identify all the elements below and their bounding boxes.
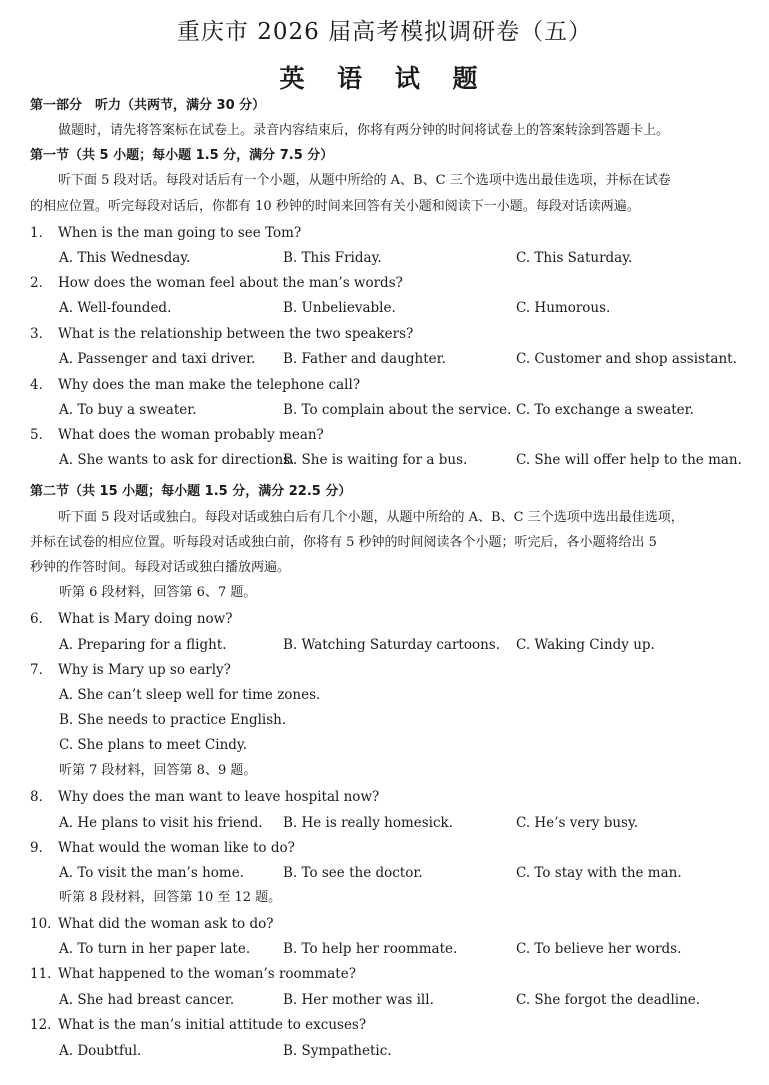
material-6-note: 听第 6 段材料，回答第 6、7 题。 (59, 585, 257, 600)
question-text: What did the woman ask to do? (58, 916, 274, 932)
q4-option-a: A. To buy a sweater. (59, 402, 197, 418)
q12-option-a: A. Doubtful. (59, 1043, 142, 1059)
section1-intro-line2: 的相应位置。听完每段对话后，你都有 10 秒钟的时间来回答有关小题和阅读下一小题。每段对话读两遍。 (30, 199, 640, 214)
section1-intro-line1: 听下面 5 段对话。每段对话后有一个小题，从题中所给的 A、B、C 三个选项中选出最佳选项，并标在试卷 (58, 173, 671, 188)
section2-intro-line2: 并标在试卷的相应位置。听每段对话或独白前，你将有 5 秒钟的时间阅读各个小题；听完后，各小题将给出 5 (30, 535, 657, 550)
question-9 (30, 839, 295, 857)
question-text: What would the woman like to do? (58, 840, 295, 856)
q3-option-c: C. Customer and shop assistant. (516, 351, 737, 367)
q5-option-b: B. She is waiting for a bus. (283, 452, 468, 468)
question-7 (30, 661, 231, 679)
q6-option-a: A. Preparing for a flight. (59, 637, 227, 653)
question-text: What happened to the woman’s roommate? (58, 966, 356, 982)
q11-option-c: C. She forgot the deadline. (516, 992, 701, 1008)
question-number: 11． (30, 966, 61, 982)
question-3 (30, 325, 413, 343)
question-text: What is the relationship between the two speakers? (58, 326, 414, 342)
question-1 (30, 224, 301, 242)
question-5 (30, 426, 324, 444)
question-8 (30, 788, 379, 806)
question-10 (30, 915, 273, 933)
question-text: Why is Mary up so early? (58, 662, 231, 678)
section2-intro-line3: 秒钟的作答时间。每段对话或独白播放两遍。 (30, 560, 291, 575)
q12-option-b: B. Sympathetic. (283, 1043, 392, 1059)
question-text: Why does the man make the telephone call? (58, 377, 361, 393)
exam-subtitle: 英 语 试 题 (279, 64, 490, 93)
q4-option-b: B. To complain about the service. (283, 402, 512, 418)
question-number: 7． (30, 662, 53, 678)
q8-option-a: A. He plans to visit his friend. (59, 815, 263, 831)
question-6 (30, 610, 232, 628)
question-number: 5． (30, 427, 53, 443)
q2-option-b: B. Unbelievable. (283, 300, 396, 316)
q1-option-b: B. This Friday. (283, 250, 382, 266)
material-7-note: 听第 7 段材料，回答第 8、9 题。 (59, 763, 257, 778)
material-8-note: 听第 8 段材料，回答第 10 至 12 题。 (59, 890, 282, 905)
q9-option-a: A. To visit the man’s home. (59, 865, 244, 881)
question-number: 3． (30, 326, 53, 342)
exam-title: 重庆市 2026 届高考模拟调研卷（五） (176, 19, 593, 45)
q9-option-b: B. To see the doctor. (283, 865, 423, 881)
question-number: 8． (30, 789, 53, 805)
q11-option-a: A. She had breast cancer. (59, 992, 235, 1008)
q5-option-a: A. She wants to ask for directions. (59, 452, 295, 468)
section1-heading: 第一节（共 5 小题；每小题 1.5 分，满分 7.5 分） (30, 148, 334, 163)
question-text: How does the woman feel about the man’s words? (58, 275, 403, 291)
q9-option-c: C. To stay with the man. (516, 865, 682, 881)
q3-option-a: A. Passenger and taxi driver. (59, 351, 256, 367)
part1-intro: 做题时，请先将答案标在试卷上。录音内容结束后，你将有两分钟的时间将试卷上的答案转涂到答题卡上。 (58, 123, 670, 138)
q8-option-c: C. He’s very busy. (516, 815, 639, 831)
q4-option-c: C. To exchange a sweater. (516, 402, 694, 418)
section2-heading: 第二节（共 15 小题；每小题 1.5 分，满分 22.5 分） (30, 484, 352, 499)
q10-option-a: A. To turn in her paper late. (59, 941, 251, 957)
question-number: 4． (30, 377, 53, 393)
q1-option-a: A. This Wednesday. (59, 250, 191, 266)
question-number: 9． (30, 840, 53, 856)
q2-option-a: A. Well-founded. (59, 300, 172, 316)
question-number: 2． (30, 275, 53, 291)
q7-option-c: C. She plans to meet Cindy. (59, 737, 248, 753)
q6-option-c: C. Waking Cindy up. (516, 637, 655, 653)
question-4 (30, 376, 360, 394)
question-number: 6． (30, 611, 53, 627)
question-number: 12． (30, 1017, 61, 1033)
q3-option-b: B. Father and daughter. (283, 351, 446, 367)
question-12 (30, 1016, 366, 1034)
question-text: What is the man’s initial attitude to excuses? (58, 1017, 367, 1033)
q7-option-b: B. She needs to practice English. (59, 712, 287, 728)
q1-option-c: C. This Saturday. (516, 250, 633, 266)
q7-option-a: A. She can’t sleep well for time zones. (59, 687, 321, 703)
q8-option-b: B. He is really homesick. (283, 815, 454, 831)
q10-option-c: C. To believe her words. (516, 941, 682, 957)
q6-option-b: B. Watching Saturday cartoons. (283, 637, 501, 653)
question-number: 1． (30, 225, 53, 241)
q11-option-b: B. Her mother was ill. (283, 992, 434, 1008)
question-11 (30, 965, 356, 983)
q5-option-c: C. She will offer help to the man. (516, 452, 742, 468)
q10-option-b: B. To help her roommate. (283, 941, 458, 957)
question-text: When is the man going to see Tom? (58, 225, 302, 241)
part1-heading: 第一部分 听力（共两节，满分 30 分） (30, 98, 266, 113)
q2-option-c: C. Humorous. (516, 300, 611, 316)
question-text: What is Mary doing now? (58, 611, 233, 627)
question-2 (30, 274, 403, 292)
question-number: 10． (30, 916, 61, 932)
question-text: What does the woman probably mean? (58, 427, 324, 443)
question-text: Why does the man want to leave hospital now? (58, 789, 380, 805)
section2-intro-line1: 听下面 5 段对话或独白。每段对话或独白后有几个小题，从题中所给的 A、B、C 三个选项中选出最佳选项， (58, 510, 684, 525)
